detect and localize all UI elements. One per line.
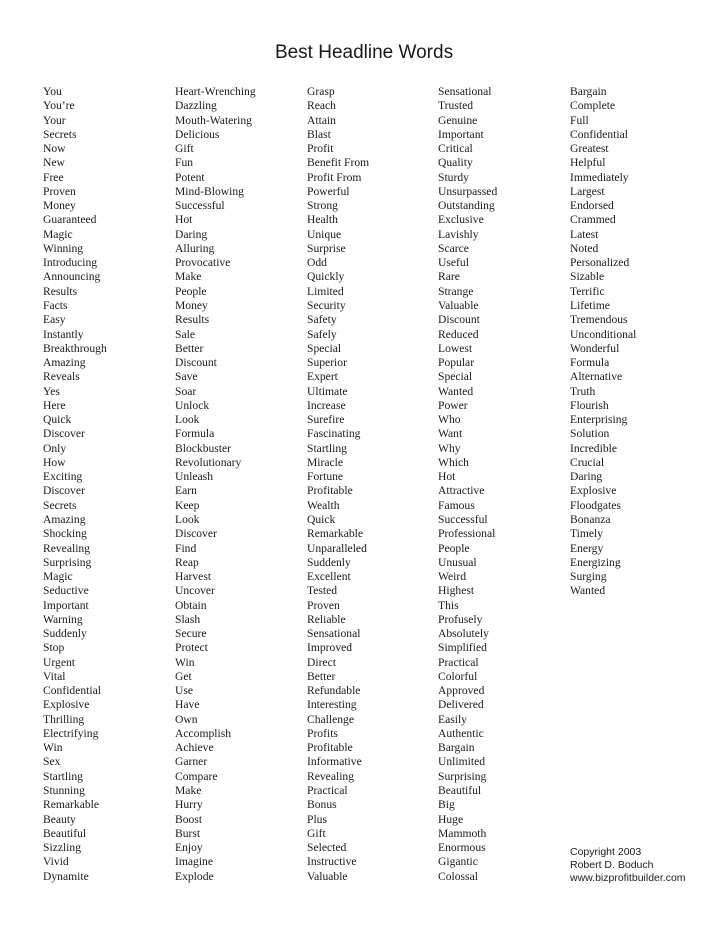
headline-word: Noted bbox=[570, 241, 599, 255]
headline-word: Wonderful bbox=[570, 341, 620, 355]
headline-word: Simplified bbox=[438, 641, 487, 655]
headline-word: Imagine bbox=[175, 855, 213, 869]
headline-word: Unlock bbox=[175, 398, 210, 412]
headline-word: Surprising bbox=[43, 555, 92, 569]
headline-word: Daring bbox=[175, 227, 208, 241]
headline-word: Own bbox=[175, 712, 198, 726]
headline-word: Quality bbox=[438, 156, 473, 170]
headline-word: Scarce bbox=[438, 241, 469, 255]
headline-word: Dynamite bbox=[43, 869, 89, 883]
headline-word: Unlimited bbox=[438, 755, 486, 769]
headline-word: Instantly bbox=[43, 327, 84, 341]
headline-word: Hot bbox=[438, 470, 456, 484]
headline-word: Profit From bbox=[307, 170, 362, 184]
headline-word: Vivid bbox=[43, 855, 69, 869]
headline-word: Weird bbox=[438, 570, 467, 584]
headline-word: Garner bbox=[175, 755, 208, 769]
word-column-3 bbox=[307, 85, 369, 884]
headline-word: Discount bbox=[438, 313, 480, 327]
headline-word: Achieve bbox=[175, 741, 214, 755]
headline-word: Profusely bbox=[438, 612, 483, 626]
headline-word: Discover bbox=[43, 484, 85, 498]
headline-word: This bbox=[438, 598, 459, 612]
headline-word: Huge bbox=[438, 812, 464, 826]
headline-word: Timely bbox=[570, 527, 604, 541]
headline-word: Save bbox=[175, 370, 198, 384]
headline-word: Power bbox=[438, 398, 468, 412]
headline-word: Gift bbox=[175, 142, 194, 156]
headline-word: Challenge bbox=[307, 712, 355, 726]
headline-word: Enormous bbox=[438, 841, 486, 855]
headline-word: Largest bbox=[570, 184, 605, 198]
headline-word: Plus bbox=[307, 812, 327, 826]
headline-word: Keep bbox=[175, 498, 200, 512]
headline-word: Big bbox=[438, 798, 455, 812]
headline-word: Attractive bbox=[438, 484, 485, 498]
word-column-5 bbox=[570, 85, 636, 599]
headline-word: Benefit From bbox=[307, 156, 370, 170]
headline-word: Beautiful bbox=[438, 784, 482, 798]
headline-word: Useful bbox=[438, 256, 469, 270]
headline-word: Highest bbox=[438, 584, 475, 598]
headline-word: Increase bbox=[307, 398, 346, 412]
headline-word: Complete bbox=[570, 99, 616, 113]
headline-word: Only bbox=[43, 441, 67, 455]
headline-word: Bonanza bbox=[570, 512, 611, 526]
headline-word: People bbox=[438, 541, 470, 555]
headline-word: Interesting bbox=[307, 698, 357, 712]
headline-word: Seductive bbox=[43, 584, 89, 598]
headline-word: Important bbox=[438, 127, 484, 141]
headline-word: Sex bbox=[43, 755, 61, 769]
headline-word: Sensational bbox=[438, 85, 492, 98]
headline-word: Hurry bbox=[175, 798, 203, 812]
headline-word: Alternative bbox=[570, 370, 623, 384]
headline-word: Powerful bbox=[307, 184, 350, 198]
headline-word: Important bbox=[43, 598, 89, 612]
headline-word: Profitable bbox=[307, 741, 353, 755]
headline-word: Proven bbox=[307, 598, 340, 612]
headline-word: Thrilling bbox=[43, 712, 85, 726]
headline-word: Shocking bbox=[43, 527, 87, 541]
headline-word: Revolutionary bbox=[175, 455, 242, 469]
headline-word: Obtain bbox=[175, 598, 207, 612]
headline-word: How bbox=[43, 455, 66, 469]
headline-word: Informative bbox=[307, 755, 362, 769]
headline-word: Protect bbox=[175, 641, 208, 655]
headline-word: Winning bbox=[43, 241, 84, 255]
headline-word: Crammed bbox=[570, 213, 616, 227]
author-name: Robert D. Boduch bbox=[570, 859, 654, 871]
headline-word: Magic bbox=[43, 570, 73, 584]
headline-word: Suddenly bbox=[307, 555, 351, 569]
headline-word: Amazing bbox=[43, 512, 86, 526]
headline-word: Reliable bbox=[307, 612, 346, 626]
headline-word: Sale bbox=[175, 327, 195, 341]
headline-word: Potent bbox=[175, 170, 205, 184]
headline-word: Startling bbox=[43, 769, 83, 783]
headline-word: Beauty bbox=[43, 812, 76, 826]
headline-word: Guaranteed bbox=[43, 213, 97, 227]
headline-word: Unconditional bbox=[570, 327, 637, 341]
headline-word: Formula bbox=[175, 427, 215, 441]
headline-word: Latest bbox=[570, 227, 599, 241]
headline-word: Approved bbox=[438, 684, 485, 698]
headline-word: Discount bbox=[175, 356, 217, 370]
headline-word: Reach bbox=[307, 99, 336, 113]
headline-word: Suddenly bbox=[43, 627, 87, 641]
headline-word: Now bbox=[43, 142, 66, 156]
headline-word: Harvest bbox=[175, 570, 212, 584]
headline-word: Look bbox=[175, 413, 200, 427]
headline-word: Wealth bbox=[307, 498, 340, 512]
headline-word: Which bbox=[438, 455, 469, 469]
headline-word: Tested bbox=[307, 584, 338, 598]
headline-word: Blockbuster bbox=[175, 441, 232, 455]
headline-word: Valuable bbox=[307, 869, 348, 883]
copyright-block bbox=[570, 846, 686, 885]
headline-word: Easy bbox=[43, 313, 66, 327]
headline-word: Revealing bbox=[307, 769, 355, 783]
headline-word: Surprise bbox=[307, 241, 346, 255]
headline-word: Yes bbox=[43, 384, 60, 398]
headline-word: Improved bbox=[307, 641, 353, 655]
headline-word: Professional bbox=[438, 527, 496, 541]
headline-word: Warning bbox=[43, 612, 83, 626]
headline-word: Make bbox=[175, 270, 202, 284]
headline-word: Your bbox=[43, 113, 66, 127]
headline-word: Stunning bbox=[43, 784, 85, 798]
headline-word: Immediately bbox=[570, 170, 629, 184]
headline-word: Confidential bbox=[570, 127, 628, 141]
headline-word: Reap bbox=[175, 555, 199, 569]
headline-word: Accomplish bbox=[175, 726, 232, 740]
headline-word: Hot bbox=[175, 213, 193, 227]
headline-word: Find bbox=[175, 541, 197, 555]
headline-word: Solution bbox=[570, 427, 610, 441]
headline-word: You bbox=[43, 85, 62, 98]
website-url: www.bizprofitbuilder.com bbox=[570, 872, 686, 884]
headline-word: Free bbox=[43, 170, 64, 184]
headline-word: Unleash bbox=[175, 470, 213, 484]
headline-word: Unusual bbox=[438, 555, 477, 569]
headline-word: Why bbox=[438, 441, 461, 455]
word-column-1 bbox=[43, 85, 107, 884]
headline-word: Discover bbox=[175, 527, 217, 541]
headline-word: Better bbox=[175, 341, 204, 355]
headline-word: Quick bbox=[43, 413, 72, 427]
headline-word: Special bbox=[307, 341, 342, 355]
headline-word: Practical bbox=[307, 784, 348, 798]
headline-word: Lowest bbox=[438, 341, 473, 355]
headline-word: Fascinating bbox=[307, 427, 361, 441]
headline-word: Direct bbox=[307, 655, 336, 669]
headline-word: Fortune bbox=[307, 470, 344, 484]
headline-word: Daring bbox=[570, 470, 603, 484]
headline-word: Facts bbox=[43, 298, 68, 312]
headline-word: Unique bbox=[307, 227, 342, 241]
headline-word: Money bbox=[175, 298, 208, 312]
headline-word: Reduced bbox=[438, 327, 479, 341]
headline-word: Look bbox=[175, 512, 200, 526]
headline-word: Magic bbox=[43, 227, 73, 241]
headline-word: Remarkable bbox=[43, 798, 100, 812]
headline-word: Greatest bbox=[570, 142, 609, 156]
headline-word: Energy bbox=[570, 541, 604, 555]
headline-word: Genuine bbox=[438, 113, 478, 127]
headline-word: Exclusive bbox=[438, 213, 484, 227]
headline-word: Amazing bbox=[43, 356, 86, 370]
headline-word: Wanted bbox=[438, 384, 474, 398]
headline-word: Practical bbox=[438, 655, 479, 669]
headline-word: Surging bbox=[570, 570, 607, 584]
headline-word: Authentic bbox=[438, 726, 484, 740]
headline-word: Outstanding bbox=[438, 199, 495, 213]
headline-word: Here bbox=[43, 398, 66, 412]
headline-word: Lifetime bbox=[570, 298, 610, 312]
headline-word: Bonus bbox=[307, 798, 337, 812]
headline-word: Results bbox=[175, 313, 210, 327]
headline-word: Heart-Wrenching bbox=[175, 85, 256, 98]
headline-word: Exciting bbox=[43, 470, 83, 484]
headline-word: Gigantic bbox=[438, 855, 478, 869]
headline-word: Provocative bbox=[175, 256, 231, 270]
headline-word: Sensational bbox=[307, 627, 361, 641]
headline-word: Lavishly bbox=[438, 227, 479, 241]
headline-word: Floodgates bbox=[570, 498, 621, 512]
headline-word: Get bbox=[175, 669, 192, 683]
headline-word: Strong bbox=[307, 199, 338, 213]
headline-word: Results bbox=[43, 284, 78, 298]
headline-word: Sizable bbox=[570, 270, 605, 284]
headline-word: Fun bbox=[175, 156, 194, 170]
headline-word: Truth bbox=[570, 384, 596, 398]
headline-word: Miracle bbox=[307, 455, 344, 469]
headline-word: Colossal bbox=[438, 869, 478, 883]
headline-word: Burst bbox=[175, 826, 201, 840]
headline-word: Flourish bbox=[570, 398, 609, 412]
headline-word: Health bbox=[307, 213, 338, 227]
headline-word: Stop bbox=[43, 641, 65, 655]
headline-word: Explode bbox=[175, 869, 214, 883]
headline-word: Breakthrough bbox=[43, 341, 107, 355]
headline-word: Safety bbox=[307, 313, 337, 327]
word-column-2 bbox=[175, 85, 256, 884]
headline-word: New bbox=[43, 156, 65, 170]
headline-word: Use bbox=[175, 684, 194, 698]
headline-word: Enterprising bbox=[570, 413, 628, 427]
headline-word: Compare bbox=[175, 769, 218, 783]
headline-word: Who bbox=[438, 413, 461, 427]
headline-word: Odd bbox=[307, 256, 327, 270]
headline-word: Special bbox=[438, 370, 473, 384]
headline-word: Security bbox=[307, 298, 346, 312]
headline-word: Blast bbox=[307, 127, 331, 141]
headline-word: Reveals bbox=[43, 370, 80, 384]
word-column-4 bbox=[438, 85, 497, 884]
headline-word: Bargain bbox=[438, 741, 475, 755]
headline-word: Better bbox=[307, 669, 336, 683]
headline-word: Beautiful bbox=[43, 826, 87, 840]
headline-word: Money bbox=[43, 199, 76, 213]
headline-word: Incredible bbox=[570, 441, 617, 455]
headline-word: Win bbox=[43, 741, 63, 755]
headline-word: Grasp bbox=[307, 85, 335, 98]
headline-word: Successful bbox=[438, 512, 488, 526]
headline-word: Unparalleled bbox=[307, 541, 367, 555]
headline-word: You’re bbox=[43, 99, 75, 113]
headline-word: Absolutely bbox=[438, 627, 489, 641]
headline-word: Profits bbox=[307, 726, 338, 740]
headline-word: Full bbox=[570, 113, 589, 127]
headline-word: Gift bbox=[307, 826, 326, 840]
headline-word: Energizing bbox=[570, 555, 621, 569]
headline-word: Introducing bbox=[43, 256, 98, 270]
headline-word: Sizzling bbox=[43, 841, 81, 855]
headline-word: Rare bbox=[438, 270, 460, 284]
headline-word: Want bbox=[438, 427, 463, 441]
headline-word: Quick bbox=[307, 512, 336, 526]
headline-word: Wanted bbox=[570, 584, 606, 598]
headline-word: Popular bbox=[438, 356, 475, 370]
headline-word: Colorful bbox=[438, 669, 478, 683]
headline-word: Surefire bbox=[307, 413, 345, 427]
headline-word: Soar bbox=[175, 384, 197, 398]
headline-word: Valuable bbox=[438, 298, 479, 312]
headline-word: Crucial bbox=[570, 455, 605, 469]
headline-word: Win bbox=[175, 655, 195, 669]
headline-word: Boost bbox=[175, 812, 203, 826]
headline-word: Secrets bbox=[43, 127, 77, 141]
headline-word: Announcing bbox=[43, 270, 101, 284]
headline-word: Discover bbox=[43, 427, 85, 441]
headline-word: Safely bbox=[307, 327, 337, 341]
headline-word: Mind-Blowing bbox=[175, 184, 244, 198]
headline-word: Earn bbox=[175, 484, 197, 498]
headline-word: Limited bbox=[307, 284, 344, 298]
headline-word: Vital bbox=[43, 669, 66, 683]
headline-word: Have bbox=[175, 698, 200, 712]
headline-word: Superior bbox=[307, 356, 347, 370]
headline-word: Mammoth bbox=[438, 826, 487, 840]
headline-word: Profitable bbox=[307, 484, 353, 498]
headline-word: Attain bbox=[307, 113, 336, 127]
headline-word: Critical bbox=[438, 142, 473, 156]
headline-word: Expert bbox=[307, 370, 338, 384]
headline-word: Confidential bbox=[43, 684, 101, 698]
headline-word: Explosive bbox=[43, 698, 90, 712]
headline-word: Tremendous bbox=[570, 313, 628, 327]
headline-word: Electrifying bbox=[43, 726, 99, 740]
headline-word: Remarkable bbox=[307, 527, 364, 541]
headline-word: People bbox=[175, 284, 207, 298]
page-title: Best Headline Words bbox=[274, 42, 454, 63]
headline-word: Secrets bbox=[43, 498, 77, 512]
headline-word: Selected bbox=[307, 841, 347, 855]
headline-word: Proven bbox=[43, 184, 76, 198]
headline-word: Unsurpassed bbox=[438, 184, 498, 198]
headline-word: Make bbox=[175, 784, 202, 798]
headline-word: Profit bbox=[307, 142, 334, 156]
headline-word: Instructive bbox=[307, 855, 357, 869]
headline-word: Uncover bbox=[175, 584, 215, 598]
headline-word: Quickly bbox=[307, 270, 345, 284]
headline-word: Sturdy bbox=[438, 170, 469, 184]
headline-word: Personalized bbox=[570, 256, 630, 270]
headline-word: Mouth-Watering bbox=[175, 113, 252, 127]
headline-word: Secure bbox=[175, 627, 207, 641]
headline-word: Endorsed bbox=[570, 199, 614, 213]
headline-word: Slash bbox=[175, 612, 201, 626]
headline-word: Strange bbox=[438, 284, 474, 298]
headline-word: Startling bbox=[307, 441, 347, 455]
headline-word: Refundable bbox=[307, 684, 361, 698]
headline-word: Formula bbox=[570, 356, 610, 370]
headline-word: Alluring bbox=[175, 241, 215, 255]
headline-word: Surprising bbox=[438, 769, 487, 783]
headline-word: Ultimate bbox=[307, 384, 348, 398]
headline-word: Delivered bbox=[438, 698, 484, 712]
headline-word: Urgent bbox=[43, 655, 75, 669]
headline-word: Famous bbox=[438, 498, 475, 512]
headline-word: Terrific bbox=[570, 284, 605, 298]
headline-word: Helpful bbox=[570, 156, 606, 170]
headline-word: Excellent bbox=[307, 570, 351, 584]
headline-word: Delicious bbox=[175, 127, 220, 141]
headline-word: Trusted bbox=[438, 99, 474, 113]
headline-word: Revealing bbox=[43, 541, 91, 555]
headline-word: Dazzling bbox=[175, 99, 217, 113]
headline-word: Enjoy bbox=[175, 841, 203, 855]
headline-word: Easily bbox=[438, 712, 467, 726]
headline-word: Successful bbox=[175, 199, 225, 213]
copyright-line: Copyright 2003 bbox=[570, 846, 642, 858]
headline-word: Explosive bbox=[570, 484, 617, 498]
headline-word: Bargain bbox=[570, 85, 607, 98]
